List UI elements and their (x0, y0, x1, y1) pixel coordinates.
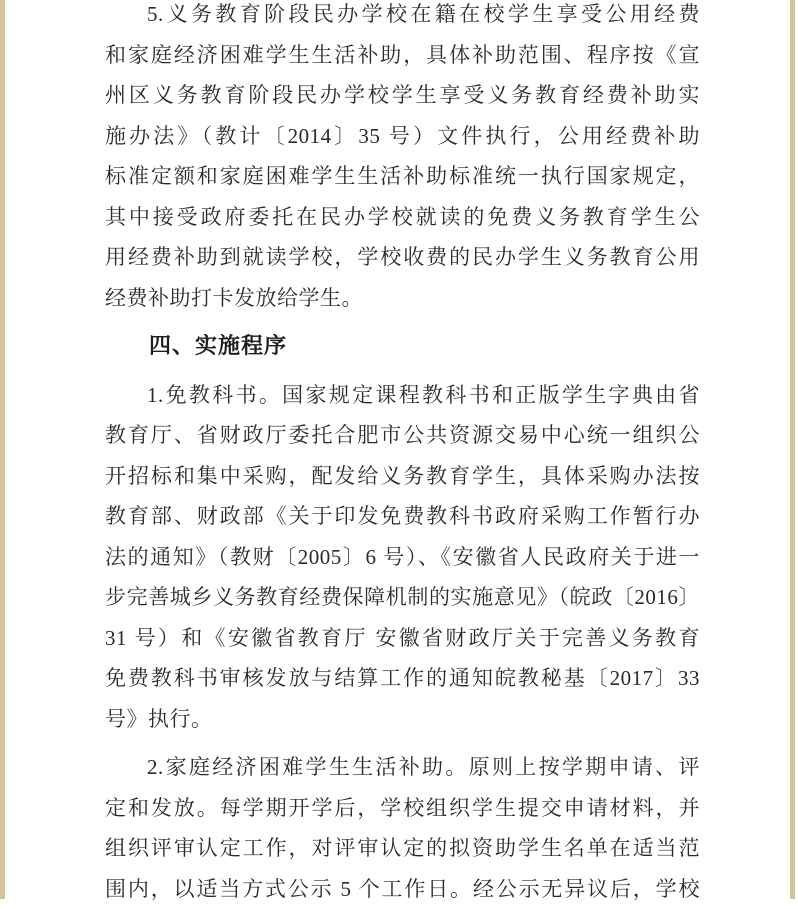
text-line: 5.义务教育阶段民办学校在籍在校学生享受公用经费 (105, 0, 700, 35)
text-line: 31 号）和《安徽省教育厅 安徽省财政厅关于完善义务教育 (105, 618, 700, 659)
text-line: 1.免教科书。国家规定课程教科书和正版学生字典由省 (105, 375, 700, 416)
text-line: 用经费补助到就读学校，学校收费的民办学生义务教育公用 (105, 237, 700, 278)
text-line: 教育厅、省财政厅委托合肥市公共资源交易中心统一组织公 (105, 415, 700, 456)
text-line: 其中接受政府委托在民办学校就读的免费义务教育学生公 (105, 197, 700, 238)
text-line: 围内，以适当方式公示 5 个工作日。经公示无异议后，学校 (105, 869, 700, 909)
text-line: 教育部、财政部《关于印发免费教科书政府采购工作暂行办 (105, 496, 700, 537)
text-line: 州区义务教育阶段民办学校学生享受义务教育经费补助实 (105, 75, 700, 116)
document-text-body (105, 0, 700, 909)
text-line: 免费教科书审核发放与结算工作的通知皖教秘基〔2017〕33 (105, 658, 700, 699)
text-line: 标准定额和家庭困难学生生活补助标准统一执行国家规定， (105, 156, 700, 197)
page-edge-stripe-left (0, 0, 5, 899)
text-line: 法的通知》（教财〔2005〕6 号）、《安徽省人民政府关于进一 (105, 537, 700, 578)
text-line: 定和发放。每学期开学后，学校组织学生提交申请材料，并 (105, 788, 700, 829)
text-line: 号》执行。 (105, 699, 700, 740)
text-line: 组织评审认定工作，对评审认定的拟资助学生名单在适当范 (105, 828, 700, 869)
text-line: 和家庭经济困难学生生活补助，具体补助范围、程序按《宣 (105, 35, 700, 76)
text-line: 开招标和集中采购，配发给义务教育学生，具体采购办法按 (105, 456, 700, 497)
text-line: 2.家庭经济困难学生生活补助。原则上按学期申请、评 (105, 747, 700, 788)
section-heading: 四、实施程序 (105, 326, 700, 367)
text-line: 经费补助打卡发放给学生。 (105, 278, 700, 319)
text-line: 施办法》（教计〔2014〕35 号）文件执行，公用经费补助 (105, 116, 700, 157)
page-edge-stripe-right (790, 0, 795, 899)
text-line: 步完善城乡义务教育经费保障机制的实施意见》（皖政〔2016〕 (105, 577, 700, 618)
